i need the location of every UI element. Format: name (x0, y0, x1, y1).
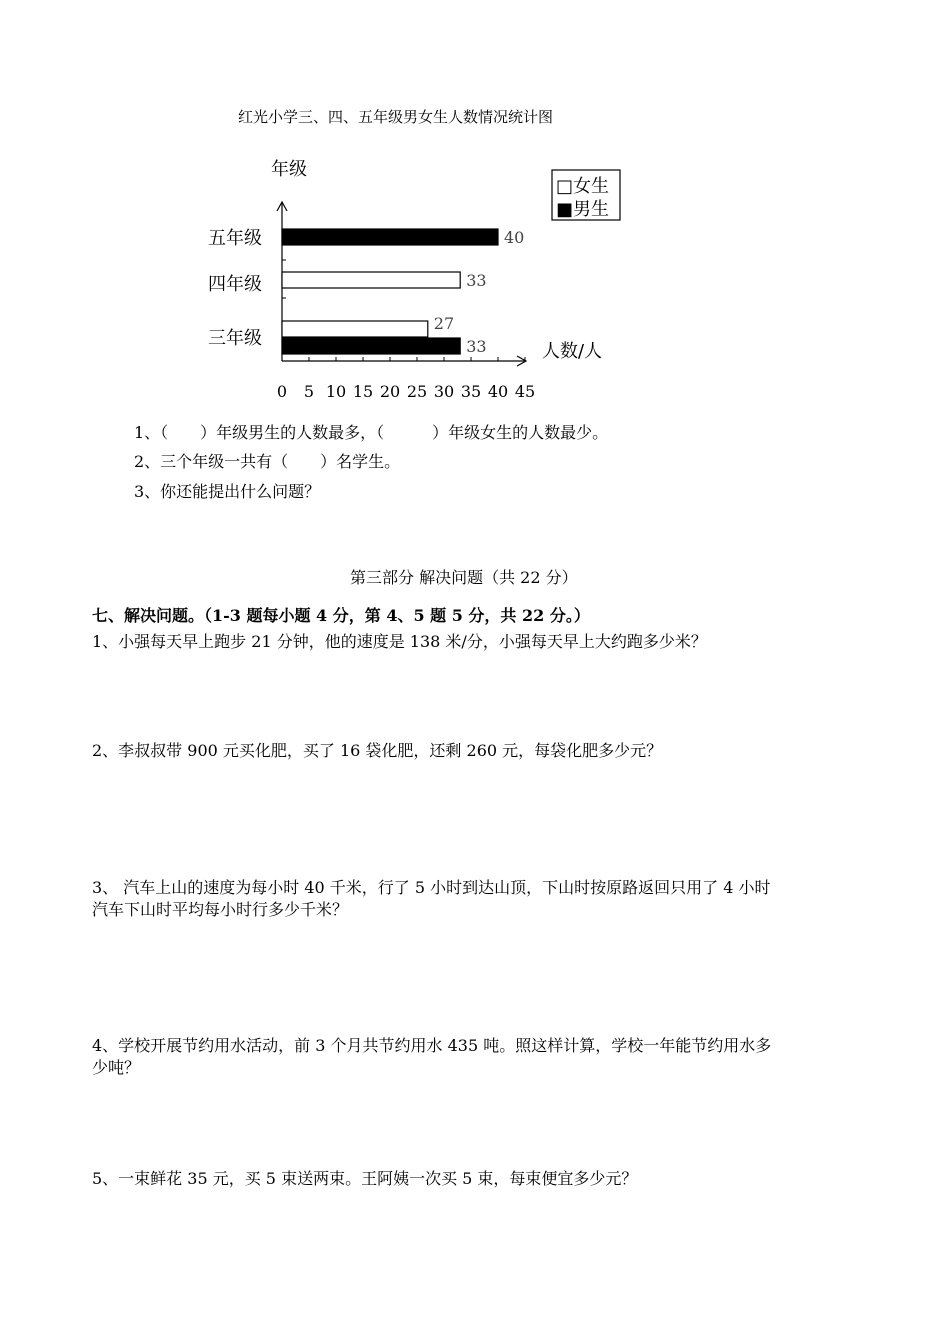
chart-question-3: 3、你还能提出什么问题？ (134, 482, 321, 501)
x-tick-label: 45 (514, 382, 536, 401)
y-axis-label: 年级 (271, 159, 307, 180)
problem-1 (92, 631, 707, 653)
problem-5 (92, 1168, 637, 1190)
legend-label-female: □女生 (556, 176, 610, 197)
x-tick-label: 0 (276, 382, 288, 401)
category-label: 三年级 (208, 328, 262, 349)
problem-3 (92, 877, 771, 921)
chart-title: 红光小学三、四、五年级男女生人数情况统计图 (238, 108, 554, 126)
bar (282, 272, 460, 288)
problem-4 (92, 1035, 771, 1079)
problem-3-line-2: 汽车下山时平均每小时行多少千米？ (92, 900, 349, 919)
data-label: 27 (433, 314, 455, 333)
x-tick-label: 25 (406, 382, 428, 401)
legend-label-male: ■男生 (556, 199, 610, 220)
category-label: 五年级 (208, 228, 262, 249)
part7-heading: 七、解决问题。（1-3 题每小题 4 分，第 4、5 题 5 分，共 22 分。） (92, 606, 590, 625)
category-label: 四年级 (208, 274, 262, 295)
problem-4-line-2: 少吨？ (92, 1058, 141, 1077)
bar-chart (190, 140, 630, 410)
x-tick-label: 35 (460, 382, 482, 401)
data-label: 33 (466, 271, 487, 290)
problem-2-line-1: 2、李叔叔带 900 元买化肥，买了 16 袋化肥，还剩 260 元，每袋化肥多少元？ (92, 741, 663, 760)
x-tick-label: 40 (487, 382, 509, 401)
bar (282, 321, 428, 337)
problem-4-line-1: 4、学校开展节约用水活动，前 3 个月共节约用水 435 吨。照这样计算，学校一年能节约用水多 (92, 1036, 772, 1055)
problem-1-line-1: 1、小强每天早上跑步 21 分钟，他的速度是 138 米/分，小强每天早上大约跑多少米？ (92, 632, 707, 651)
x-tick-label: 10 (325, 382, 347, 401)
x-tick-label: 5 (303, 382, 315, 401)
data-label: 40 (504, 228, 525, 247)
x-axis-label: 人数/人 (542, 341, 603, 362)
x-tick-label: 30 (433, 382, 455, 401)
x-tick-label: 20 (379, 382, 401, 401)
chart-question-2: 2、三个年级一共有（ ）名学生。 (134, 452, 401, 471)
bar (282, 338, 460, 354)
chart-question-1: 1、（ ）年级男生的人数最多，（ ）年级女生的人数最少。 (134, 423, 609, 442)
problem-2 (92, 740, 662, 762)
problem-5-line-1: 5、一束鲜花 35 元，买 5 束送两束。王阿姨一次买 5 束，每束便宜多少元？ (92, 1169, 638, 1188)
bar (282, 229, 498, 245)
section-title: 第三部分 解决问题（共 22 分） (350, 568, 578, 587)
problem-3-line-1: 3、 汽车上山的速度为每小时 40 千米，行了 5 小时到达山顶，下山时按原路返回只用了 4 小时 (92, 878, 771, 897)
data-label: 33 (466, 337, 487, 356)
x-tick-label: 15 (352, 382, 374, 401)
